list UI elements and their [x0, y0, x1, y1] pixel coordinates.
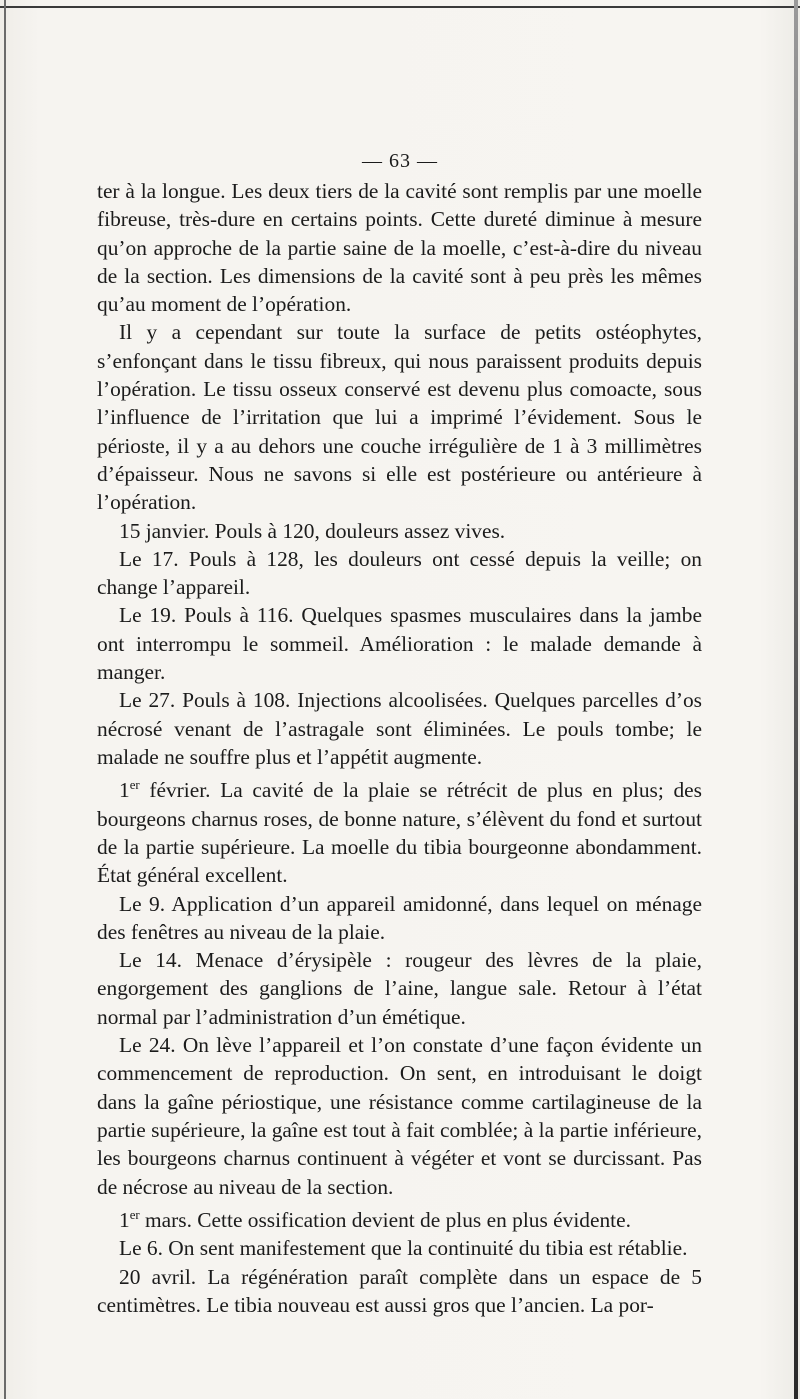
right-page-edge [794, 0, 798, 1399]
body-text [97, 177, 702, 1319]
paragraph-15-janvier: 15 janvier. Pouls à 120, douleurs assez vives. [119, 518, 506, 543]
paragraph-le-17: Le 17. Pouls à 128, les douleurs ont cessé depuis la veille; on change l’appareil. [97, 546, 702, 600]
paragraph-le-14: Le 14. Menace d’érysipèle : rougeur des lèvres de la plaie, engorgement des ganglions de l’aine, langue sale. Retour à l’état normal par l’administration d’un émétique. [97, 948, 702, 1029]
paragraph-1er-fevrier: 1er février. La cavité de la plaie se rétrécit de plus en plus; des bourgeons charnus roses, de bonne nature, s’élèvent du fond et surtout de la partie supérieure. La moelle du tibia bourgeonne abondamment. État général excellent. [97, 778, 702, 888]
paragraph-le-6: Le 6. On sent manifestement que la continuité du tibia est rétablie. [119, 1236, 688, 1261]
ordinal-superscript: er [129, 778, 140, 793]
paragraph-le-19: Le 19. Pouls à 116. Quelques spasmes musculaires dans la jambe ont interrompu le sommeil. Amélioration : le malade demande à manger. [97, 603, 702, 685]
paragraph-20-avril: 20 avril. La régénération paraît complète dans un espace de 5 centimètres. Le tibia nouveau est aussi gros que l’ancien. La por- [97, 1264, 702, 1317]
paragraph-continuation: ter à la longue. Les deux tiers de la cavité sont remplis par une moelle fibreuse, très-dure en certains points. Cette dureté diminue à mesure qu’on approche de la partie saine de la moelle, c’est-à-dire du niveau de la section. Les dimensions de la cavité sont à peu près les mêmes qu’au moment de l’opération. [97, 179, 702, 317]
top-border-line [0, 6, 800, 8]
ordinal-superscript: er [129, 1207, 140, 1222]
paragraph-le-27: Le 27. Pouls à 108. Injections alcoolisées. Quelques parcelles d’os nécrosé venant de l’astragale sont éliminées. Le pouls tombe; le malade ne souffre plus et l’appétit augmente. [97, 688, 702, 769]
paragraph-le-24: Le 24. On lève l’appareil et l’on constate d’une façon évidente un commencement de reproduction. On sent, en introduisant le doigt dans la gaîne périostique, une résistance comme cartilagineuse de la partie supérieure, la gaîne est tout à fait comblée; à la partie inférieure, les bourgeons charnus continuent à végéter et vont se durcissant. Pas de nécrose au niveau de la section. [97, 1033, 702, 1199]
left-page-edge [4, 0, 6, 1399]
paragraph-1er-mars: 1er mars. Cette ossification devient de plus en plus évidente. [119, 1207, 631, 1232]
paragraph-le-9: Le 9. Application d’un appareil amidonné, dans lequel on ménage des fenêtres au niveau de la plaie. [97, 891, 702, 944]
page-number: — 63 — [362, 150, 438, 172]
paragraph-osteophytes: Il y a cependant sur toute la surface de petits ostéophytes, s’enfonçant dans le tissu fibreux, qui nous paraissent produits depuis l’opération. Le tissu osseux conservé est devenu plus comoacte, sous l’influence de l’irritation que lui a imprimé l’évidement. Sous le périoste, il y a au dehors une couche irrégulière de 1 à 3 millimètres d’épaisseur. Nous ne savons si elle est postérieure ou antérieure à l’opération. [97, 320, 702, 515]
